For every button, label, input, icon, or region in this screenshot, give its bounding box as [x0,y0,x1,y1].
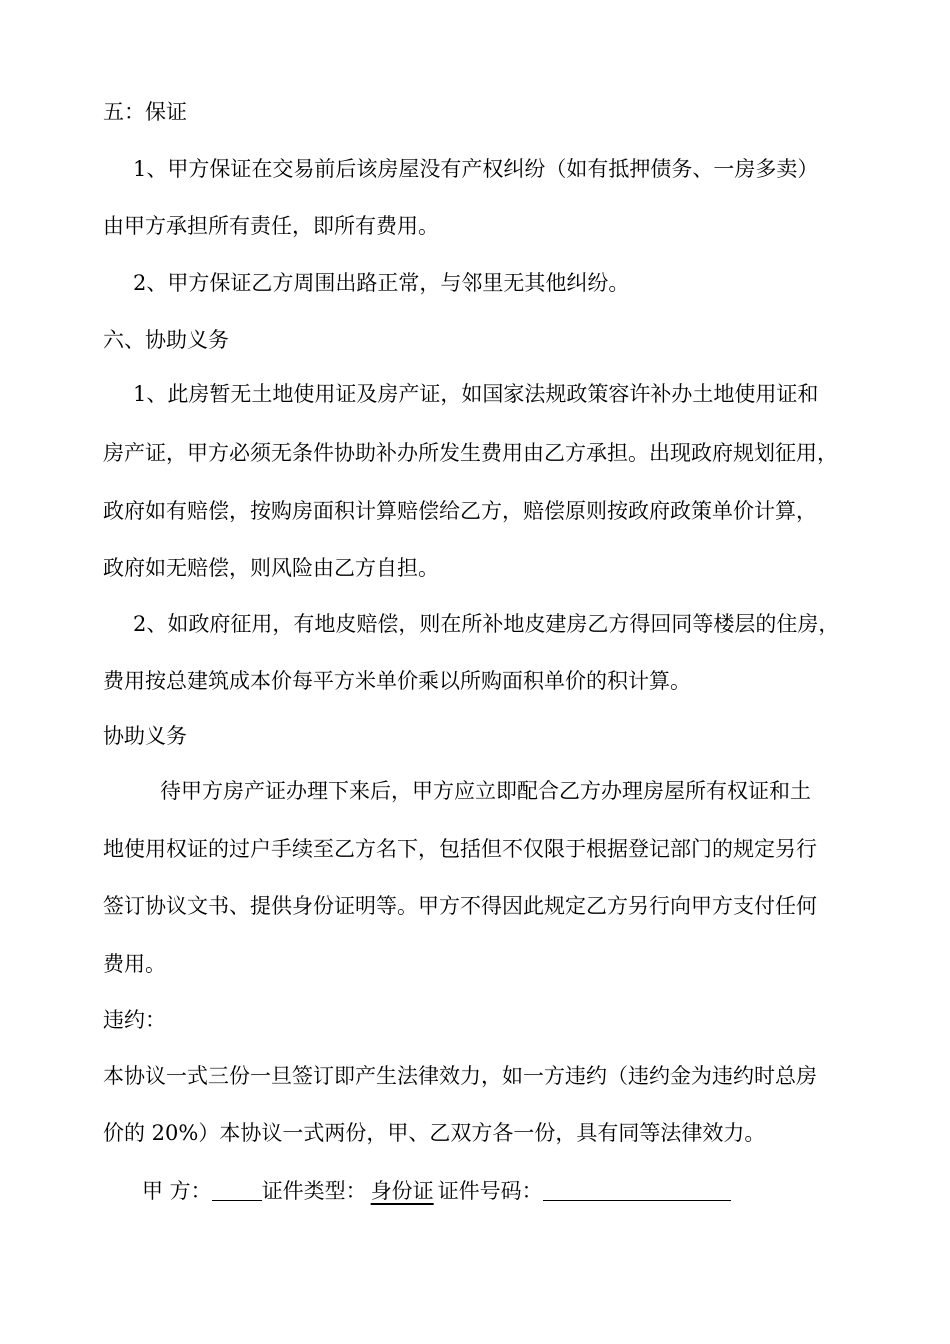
paragraph-line: 政府如有赔偿，按购房面积计算赔偿给乙方，赔偿原则按政府政策单价计算， [103,499,817,523]
id-number-blank[interactable] [543,1178,731,1201]
breach-heading: 违约： [103,1008,166,1032]
paragraph-line: 费用按总建筑成本价每平方米单价乘以所购面积单价的积计算。 [103,669,691,693]
section-6-heading: 六、协助义务 [103,328,229,352]
paragraph-line: 2、甲方保证乙方周围出路正常，与邻里无其他纠纷。 [133,271,630,295]
paragraph-line: 本协议一式三份一旦签订即产生法律效力，如一方违约（违约金为违约时总房 [103,1064,817,1088]
paragraph-line: 1、此房暂无土地使用证及房产证，如国家法规政策容许补办土地使用证和 [133,382,819,406]
party-a-label: 甲 方： [142,1179,212,1203]
paragraph-line: 房产证，甲方必须无条件协助补办所发生费用由乙方承担。出现政府规划征用， [103,441,838,465]
paragraph-line: 1、甲方保证在交易前后该房屋没有产权纠纷（如有抵押债务、一房多卖） [133,157,819,181]
paragraph-line: 2、如政府征用，有地皮赔偿，则在所补地皮建房乙方得回同等楼层的住房， [133,612,840,636]
section-5-heading: 五：保证 [103,100,187,124]
id-type-label: 证件类型： [261,1179,367,1203]
paragraph-line: 价的 20%）本协议一式两份，甲、乙双方各一份，具有同等法律效力。 [103,1121,766,1145]
paragraph-line: 地使用权证的过户手续至乙方名下，包括但不仅限于根据登记部门的规定另行 [103,837,817,861]
signature-line [142,1176,731,1206]
assistance-heading: 协助义务 [103,724,187,748]
paragraph-line: 政府如无赔偿，则风险由乙方自担。 [103,556,439,580]
id-type-value: 身份证 [370,1179,434,1203]
id-number-label: 证件号码： [437,1179,543,1203]
party-a-name-blank[interactable] [212,1178,262,1201]
paragraph-line: 费用。 [103,952,166,976]
paragraph-line: 待甲方房产证办理下来后，甲方应立即配合乙方办理房屋所有权证和土 [160,779,811,803]
paragraph-line: 由甲方承担所有责任，即所有费用。 [103,214,439,238]
paragraph-line: 签订协议文书、提供身份证明等。甲方不得因此规定乙方另行向甲方支付任何 [103,894,817,918]
